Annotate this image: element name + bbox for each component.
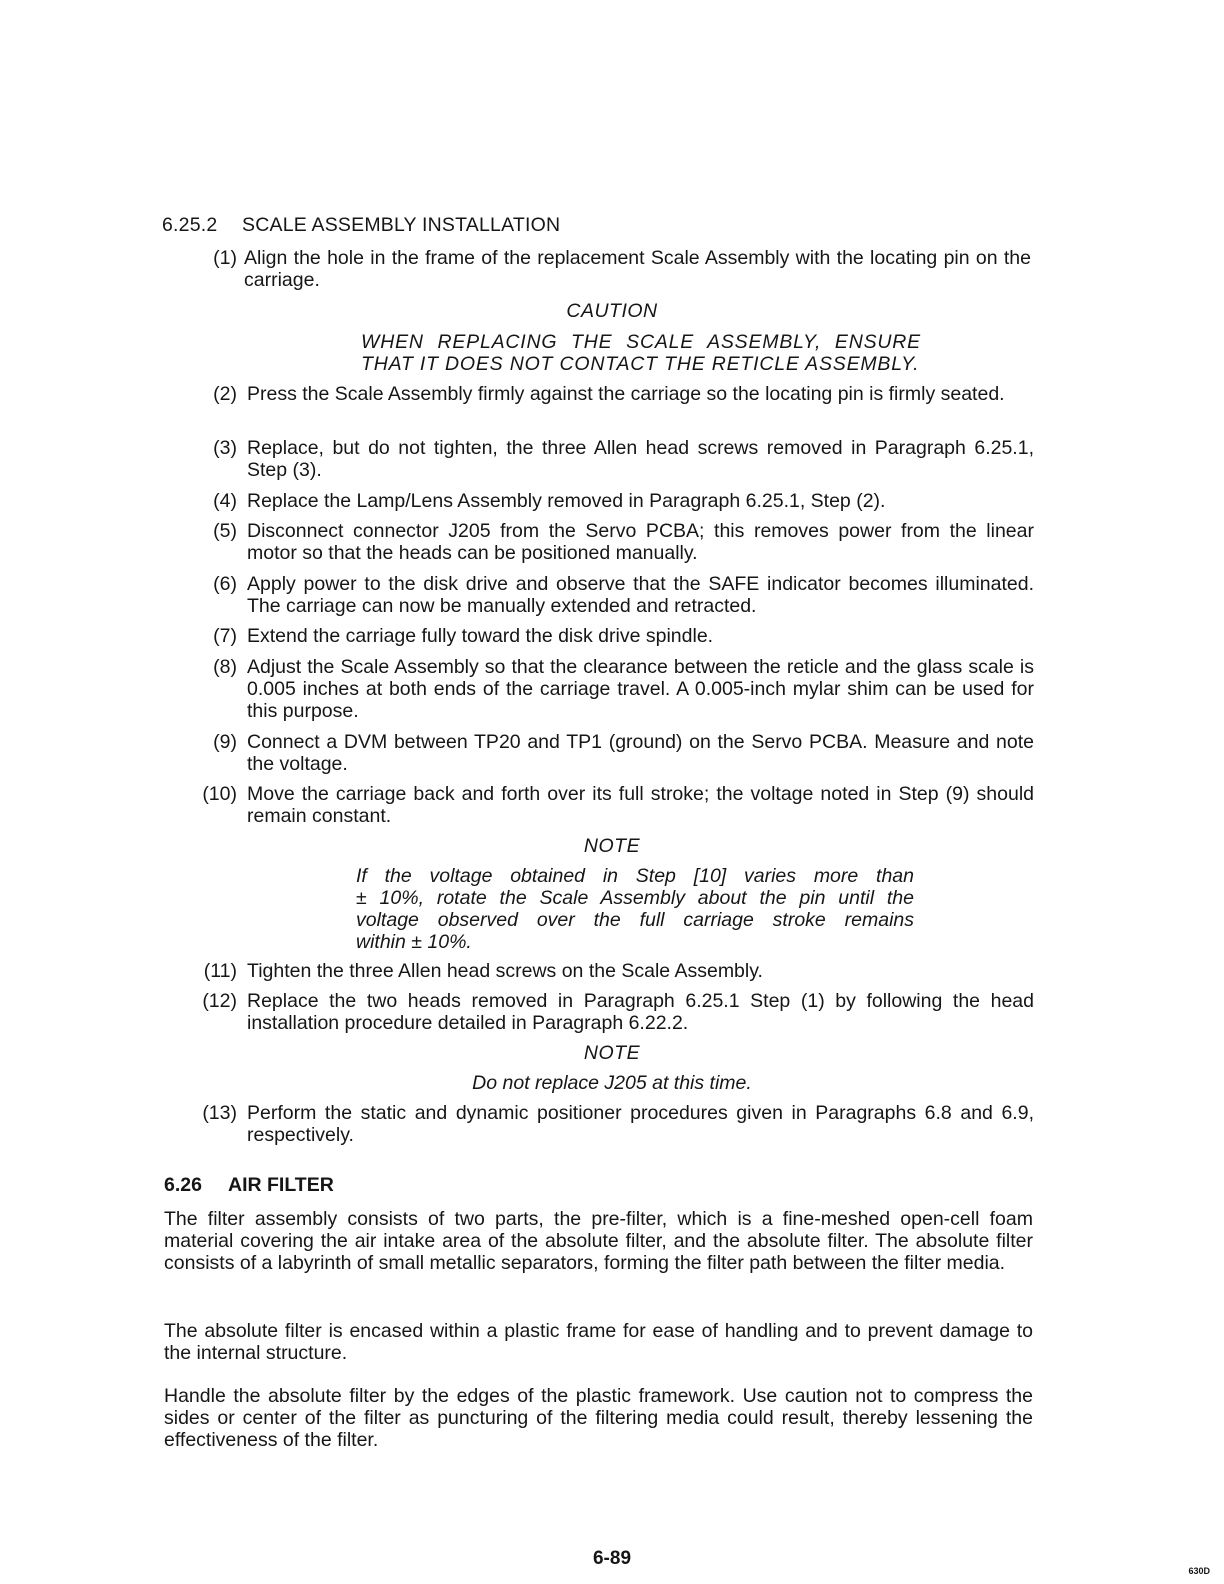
air-filter-heading: [164, 1174, 334, 1196]
section-number: 6.25.2: [162, 214, 218, 236]
step-text: Replace, but do not tighten, the three Allen head screws removed in Paragraph 6.25.1, Step (3).: [247, 437, 1034, 481]
page-number: 6-89: [592, 1548, 632, 1569]
note-line: If the voltage obtained in Step [10] varies more than: [356, 865, 914, 887]
step-text: Replace the Lamp/Lens Assembly removed in Paragraph 6.25.1, Step (2).: [247, 490, 886, 512]
step-text: Extend the carriage fully toward the disk drive spindle.: [247, 625, 714, 647]
caution-title: CAUTION: [566, 300, 658, 322]
air-filter-number: 6.26: [164, 1174, 202, 1196]
note-title: NOTE: [583, 1042, 641, 1064]
paragraph: The absolute filter is encased within a plastic frame for ease of handling and to prevent damage to the internal structure.: [164, 1320, 1033, 1364]
step-number: (6): [213, 573, 237, 595]
step-number: (9): [213, 731, 237, 753]
note-line: ± 10%, rotate the Scale Assembly about the pin until the: [356, 887, 914, 909]
step-number: (5): [213, 520, 237, 542]
note-line: voltage observed over the full carriage stroke remains: [356, 909, 914, 931]
paragraph: Handle the absolute filter by the edges of the plastic framework. Use caution not to compress the sides or center of the filter as puncturing of the filtering media could result, thereby lessening the effectiveness of the filter.: [164, 1385, 1033, 1451]
note-text: Do not replace J205 at this time.: [472, 1072, 752, 1094]
step-text: Align the hole in the frame of the replacement Scale Assembly with the locating pin on the carriage.: [244, 247, 1031, 291]
step-text: Press the Scale Assembly firmly against the carriage so the locating pin is firmly seated.: [247, 383, 1005, 405]
step-text: Disconnect connector J205 from the Servo PCBA; this removes power from the linear motor so that the heads can be positioned manually.: [247, 520, 1034, 564]
caution-line: WHEN REPLACING THE SCALE ASSEMBLY, ENSURE: [361, 331, 921, 353]
step-number: (13): [202, 1102, 237, 1124]
caution-body: [361, 331, 921, 375]
note-body: [356, 865, 914, 953]
step-number: (3): [213, 437, 237, 459]
air-filter-title: AIR FILTER: [228, 1174, 334, 1196]
step-text: Apply power to the disk drive and observe that the SAFE indicator becomes illuminated. The carriage can now be manually extended and retracted.: [247, 573, 1034, 617]
step-text: Connect a DVM between TP20 and TP1 (ground) on the Servo PCBA. Measure and note the voltage.: [247, 731, 1034, 775]
note-line: within ± 10%.: [356, 931, 472, 953]
section-title: SCALE ASSEMBLY INSTALLATION: [242, 214, 561, 236]
step-text: Perform the static and dynamic positioner procedures given in Paragraphs 6.8 and 6.9, respectively.: [247, 1102, 1034, 1146]
step-text: Move the carriage back and forth over its full stroke; the voltage noted in Step (9) should remain constant.: [247, 783, 1034, 827]
section-heading: [162, 214, 560, 236]
step-text: Replace the two heads removed in Paragraph 6.25.1 Step (1) by following the head installation procedure detailed in Paragraph 6.22.2.: [247, 990, 1034, 1034]
step-number: (4): [213, 490, 237, 512]
step-number: (10): [202, 783, 237, 805]
note-title: NOTE: [583, 835, 641, 857]
step-number: (2): [213, 383, 237, 405]
step-text: Adjust the Scale Assembly so that the clearance between the reticle and the glass scale is 0.005 inches at both ends of the carriage travel. A 0.005-inch mylar shim can be used for this purpose.: [247, 656, 1034, 722]
step-number: (12): [202, 990, 237, 1012]
step-number: (7): [213, 625, 237, 647]
paragraph: The filter assembly consists of two parts, the pre-filter, which is a fine-meshed open-cell foam material covering the air intake area of the absolute filter, and the absolute filter. The absolute filter consists of a labyrinth of small metallic separators, forming the filter path between the filter media.: [164, 1208, 1033, 1274]
step-text: Tighten the three Allen head screws on the Scale Assembly.: [247, 960, 763, 982]
step-number: (1): [213, 247, 237, 269]
caution-line: THAT IT DOES NOT CONTACT THE RETICLE ASSEMBLY.: [361, 353, 920, 375]
doc-code: 630D: [1188, 1566, 1210, 1576]
step-number: (8): [213, 656, 237, 678]
step-number: (11): [203, 960, 237, 982]
